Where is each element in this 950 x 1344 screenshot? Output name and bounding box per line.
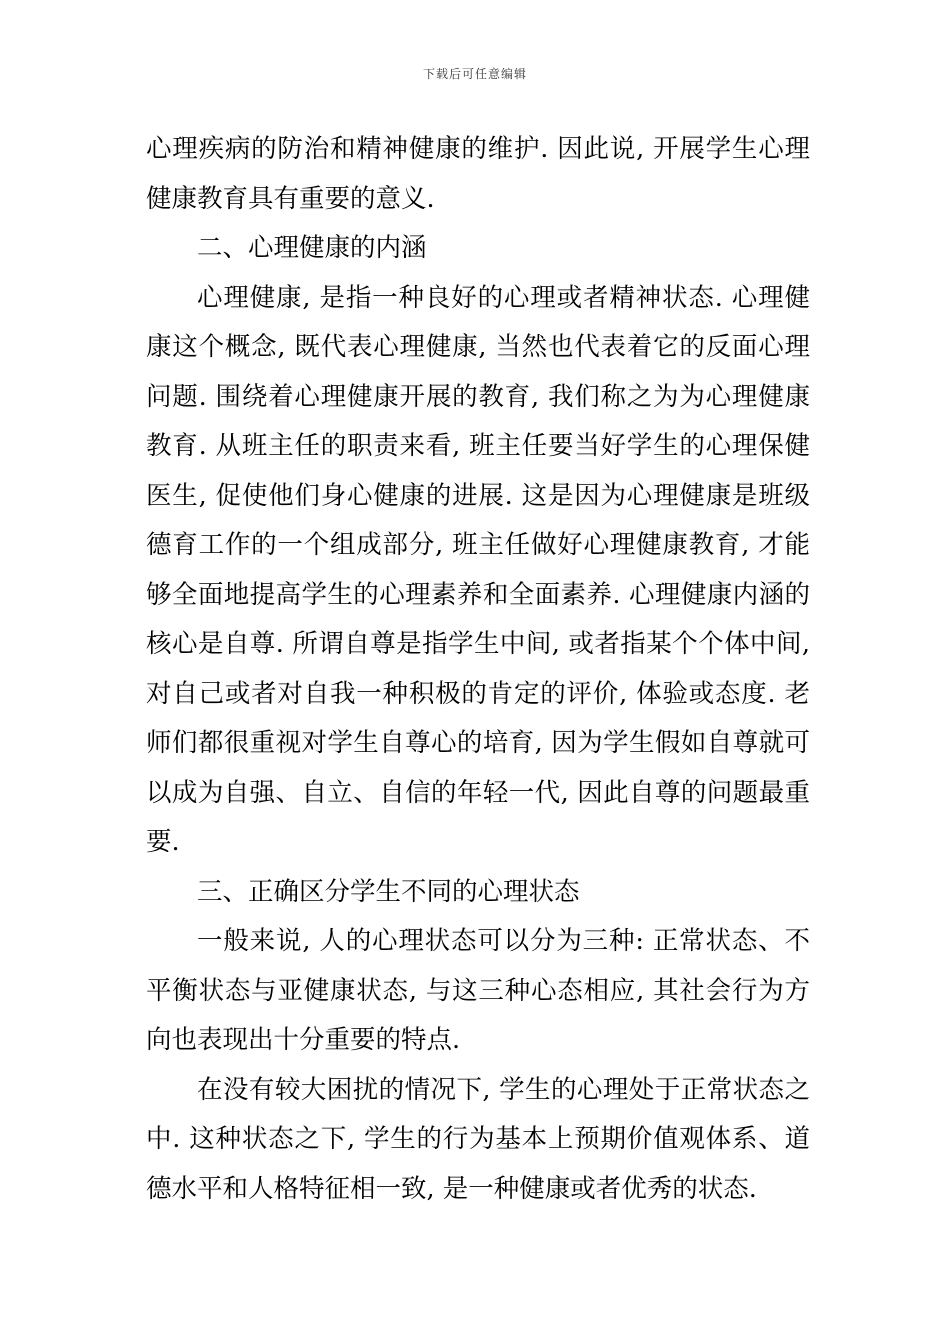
document-body bbox=[146, 125, 810, 1214]
header-note: 下载后可任意编辑 bbox=[422, 67, 527, 81]
paragraph-continuation: 心理疾病的防治和精神健康的维护. 因此说, 开展学生心理健康教育具有重要的意义. bbox=[146, 134, 810, 214]
paragraph-mental-health-definition: 心理健康, 是指一种良好的心理或者精神状态. 心理健康这个概念, 既代表心理健康, 当然也代表着它的反面心理问题. 围绕着心理健康开展的教育, 我们称之为为心理健康教育. 从班主任的职责来看, 班主任要当好学生的心理保健医生, 促使他们身心健康的进展. 这是因为心理健康是班级德育工作的一个组成部分, 班主任做好心理健康教育, 才能够全面地提高学生的心理素养和全面素养. 心理健康内涵的核心是自尊. 所谓自尊是指学生中间, 或者指某个个体中间, 对自己或者对自我一种积极的肯定的评价, 体验或态度. 老师们都很重视对学生自尊心的培育, 因为学生假如自尊就可以成为自强、自立、自信的年轻一代, 因此自尊的问题最重要. bbox=[146, 282, 810, 857]
paragraph-normal-state: 在没有较大困扰的情况下, 学生的心理处于正常状态之中. 这种状态之下, 学生的行为基本上预期价值观体系、道德水平和人格特征相一致, 是一种健康或者优秀的状态. bbox=[146, 1074, 810, 1204]
section-heading-2: 二、心理健康的内涵 bbox=[197, 233, 427, 263]
section-heading-3: 三、正确区分学生不同的心理状态 bbox=[197, 876, 580, 907]
paragraph-mental-states: 一般来说, 人的心理状态可以分为三种: 正常状态、不平衡状态与亚健康状态, 与这三种心态相应, 其社会行为方向也表现出十分重要的特点. bbox=[146, 926, 810, 1055]
